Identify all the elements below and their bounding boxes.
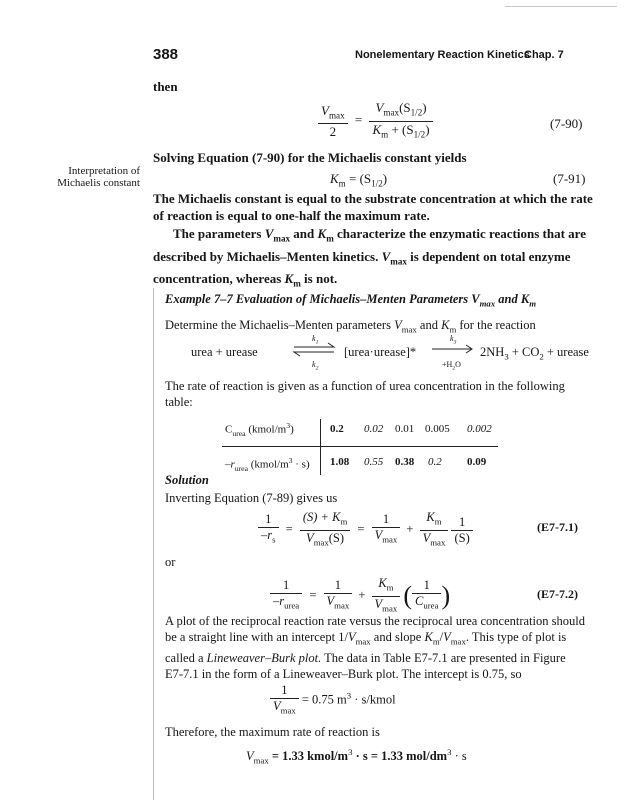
intro-word: then: [153, 79, 178, 94]
eq-7-90-label: (7-90): [550, 116, 583, 131]
or-word: or: [165, 555, 176, 569]
chapter-label: Chap. 7: [524, 49, 564, 61]
example-left-rule: [153, 288, 154, 800]
table-cell: 0.55: [364, 456, 384, 468]
equation-e7-7-2: $\frac{1}{-r_{urea}}$ = $\frac{1}{V_{max}}$ + $\frac{K_m}{V_{max}}$ ( $\frac{1}{C_{urea}}$ ): [270, 576, 450, 616]
rate-constant-k1: $k_1$: [312, 334, 319, 346]
table-cell: 0.38: [395, 456, 415, 468]
intercept-equation: $\frac{1}{V_{max}}$ = 0.75 $m^3$ · s/kmol: [270, 683, 396, 719]
eq-7-90-rhs: $\frac{V_{max}(S_{1/2})}{K_m + (S_{1/2})}$: [369, 100, 432, 142]
table-vertical-rule: [320, 419, 321, 475]
eq-e7-7-1-label: (E7-7.1): [537, 520, 578, 534]
inverting-text: Inverting Equation (7-89) gives us: [165, 491, 338, 505]
example-statement: Determine the Michaelis–Menten parameters $V_{max}$ and $K_m$ for the reaction: [165, 318, 536, 335]
lineweaver-burk-paragraph: A plot of the reciprocal reaction rate versus the reciprocal urea concentration should be a straight line with an intercept $1/V_{max}$ and slope $K_m/V_{max}$. This type of plot is called a Lineweaver–Burk plot. The data in Table E7-7.1 are presented in Figure E7-7.1 in the form of a Lineweaver–Burk plot. The intercept is 0.75, so: [165, 614, 585, 681]
equation-7-90: $\frac{V_{max}}{2}$ = $\frac{V_{max}(S_{1/2})}{K_m + (S_{1/2})}$: [318, 100, 433, 142]
equation-7-91: $K_m = (S_{1/2})$: [330, 171, 388, 189]
table-cell: 0.01: [395, 423, 415, 435]
table-cell: 0.2: [330, 423, 344, 435]
table-cell: 0.2: [428, 456, 442, 468]
solving-text: Solving Equation (7-90) for the Michaelis constant yields: [153, 150, 467, 165]
running-title: Nonelementary Reaction Kinetics: [355, 49, 530, 61]
rate-description: The rate of reaction is given as a function of urea concentration in the following table:: [165, 379, 565, 409]
enzyme-complex: [urea·urease]*: [344, 345, 417, 359]
margin-note: Interpretation of Michaelis constant: [57, 165, 140, 189]
table-horizontal-rule: [222, 446, 498, 447]
rate-constant-k2: $k_2$: [312, 360, 319, 372]
paragraph-parameters: The parameters $V_{max}$ and $K_m$ characterize the enzymatic reactions that are described by Michaelis–Menten kinetics. $V_{max}$ is dependent on total enzyme concentration, whereas $K_m$ is not.: [153, 226, 586, 289]
vmax-equation: $V_{max} = 1.33$ kmol/$m^3 \cdot s = 1.33$ mol/$dm^3 \cdot s$: [246, 747, 467, 766]
max-rate-text: Therefore, the maximum rate of reaction is: [165, 725, 380, 739]
reaction-reactants: urea + urease: [191, 345, 258, 359]
table-cell: 0.005: [425, 423, 450, 435]
table-cell: 0.09: [467, 456, 487, 468]
paragraph-michaelis-definition: The Michaelis constant is equal to the substrate concentration at which the rate of reaction is equal to one-half the maximum rate.: [153, 191, 593, 223]
table-cell: 1.08: [330, 456, 350, 468]
example-title: Example 7–7 Evaluation of Michaelis–Menten Parameters $V_{max}$ and $K_m$: [165, 292, 537, 309]
rate-constant-k3: $k_3$: [450, 334, 457, 346]
eq-7-91-label: (7-91): [553, 171, 586, 186]
solution-heading: Solution: [165, 473, 209, 487]
eq-e7-7-2-label: (E7-7.2): [537, 587, 578, 601]
page-number: 388: [153, 46, 179, 63]
table-cell: 0.02: [364, 423, 384, 435]
top-rule: [505, 6, 617, 7]
table-cell: 0.002: [467, 423, 492, 435]
reaction-products: $2NH_3 + CO_2$ + urease: [480, 345, 589, 362]
equation-e7-7-1: $\frac{1}{-r_s}$ = $\frac{(S) + K_m}{V_{max}(S)}$ = $\frac{1}{V_{max}}$ + $\frac{K_m}{V_{max}}$ $\frac{1}{(S)}$: [258, 510, 473, 550]
eq-7-90-lhs: $\frac{V_{max}}{2}$: [318, 103, 348, 140]
water-addition: $+H_2O$: [442, 360, 461, 372]
table-row-label-rate: $-r_{urea}$ $(kmol/m^3 \cdot s)$: [225, 456, 310, 473]
table-row-label-concentration: $C_{urea}$ $(kmol/m^3)$: [225, 421, 294, 438]
